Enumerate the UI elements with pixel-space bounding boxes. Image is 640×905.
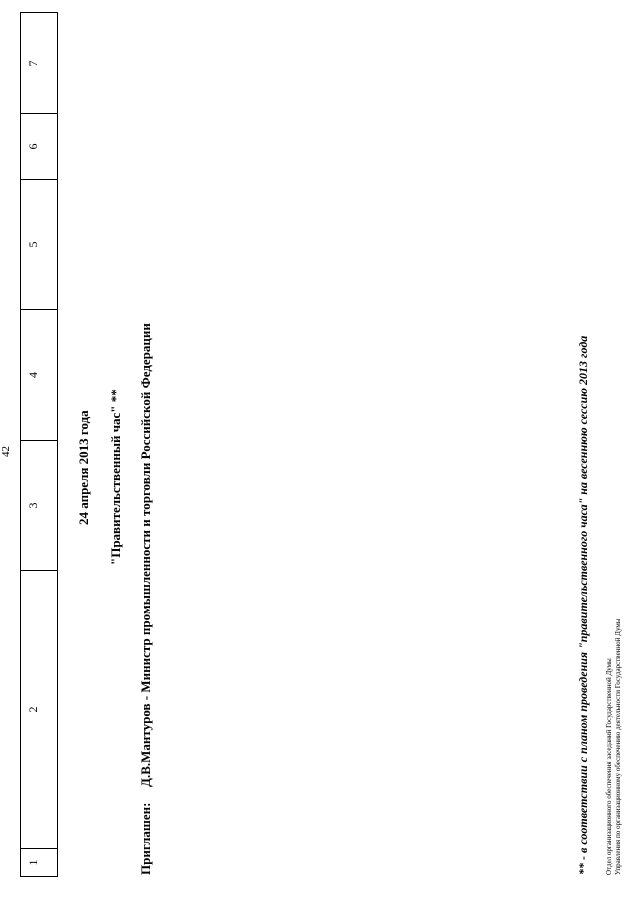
- page-number: 42: [0, 446, 12, 457]
- column-number-cell: 5: [21, 179, 57, 309]
- column-number-cell: 4: [21, 309, 57, 440]
- column-number-cell: 1: [21, 848, 57, 876]
- column-number-cell: 7: [26, 60, 40, 67]
- column-number-cell: 2: [21, 570, 57, 848]
- invited-label: Приглашен:: [138, 802, 153, 875]
- invited-person: Д.В.Мантуров - Министр промышленности и торговли Российской Федерации: [138, 323, 153, 787]
- department-line: Управления по организационному обеспечению деятельности Государственной Думы: [614, 618, 622, 875]
- column-number-cell: 3: [21, 440, 57, 570]
- department-line: Отдел организационного обеспечения заседаний Государственной Думы: [605, 658, 613, 875]
- event-title: "Правительственный час" **: [108, 389, 123, 565]
- column-number-header: [20, 12, 58, 877]
- session-date: 24 апреля 2013 года: [76, 410, 91, 525]
- footnote: ** - в соответствии с планом проведения "правительственного часа" на весеннюю сессию 2013 года: [576, 335, 590, 875]
- column-number-cell: 6: [21, 113, 57, 179]
